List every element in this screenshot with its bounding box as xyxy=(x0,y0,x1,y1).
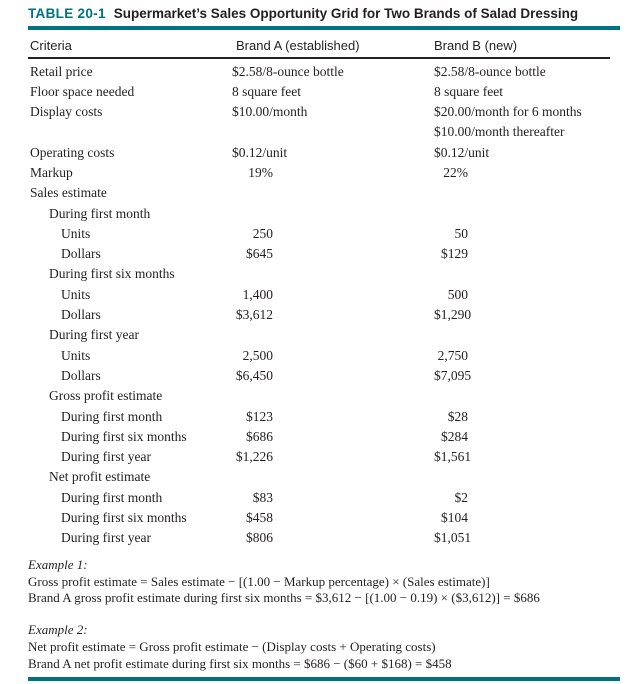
table-row xyxy=(28,82,631,102)
brand-a-value: $0.12/unit xyxy=(232,144,288,160)
brand-b-value: $129 xyxy=(441,246,468,262)
column-header-criteria: Criteria xyxy=(30,38,72,53)
brand-a-value: $3,612 xyxy=(235,307,273,323)
table-row xyxy=(28,528,631,548)
table-row xyxy=(28,62,631,82)
brand-b-value: $104 xyxy=(441,510,468,526)
table-row xyxy=(28,264,631,284)
example-2-calculation: Brand A net profit estimate during first six months = $686 − ($60 + $168) = $458 xyxy=(28,656,452,672)
brand-b-value: $1,051 xyxy=(434,530,472,546)
brand-b-value xyxy=(434,264,620,284)
brand-b-value: $284 xyxy=(441,428,468,444)
brand-a-value xyxy=(232,467,434,487)
brand-b-value: 50 xyxy=(454,225,468,241)
brand-a-value: $83 xyxy=(252,489,273,505)
table-row xyxy=(28,467,631,487)
table-row xyxy=(28,244,631,264)
criteria-label: Retail price xyxy=(30,63,93,79)
criteria-label: Gross profit estimate xyxy=(49,388,163,404)
criteria-label: During first year xyxy=(61,449,151,465)
criteria-label: Display costs xyxy=(30,104,103,120)
criteria-label: Dollars xyxy=(61,367,101,383)
header-rule xyxy=(28,57,610,59)
table-row xyxy=(28,143,631,163)
brand-b-value: 500 xyxy=(447,286,468,302)
table-row xyxy=(28,183,631,203)
table-row xyxy=(28,427,631,447)
column-header-brand-a: Brand A (established) xyxy=(236,38,360,53)
table-row xyxy=(28,346,631,366)
table-row xyxy=(28,102,631,122)
brand-b-value: $1,290 xyxy=(434,307,472,323)
brand-b-value: $0.12/unit xyxy=(434,144,490,160)
brand-a-value: $1,226 xyxy=(235,449,273,465)
example-2-label: Example 2: xyxy=(28,622,88,638)
brand-a-value: 1,400 xyxy=(242,286,273,302)
table-number: TABLE 20-1 xyxy=(28,6,106,21)
criteria-label: During first month xyxy=(61,489,163,505)
brand-b-value: 2,750 xyxy=(437,347,468,363)
criteria-label: During first month xyxy=(61,408,163,424)
brand-b-value: 22% xyxy=(443,164,468,180)
table-header-row xyxy=(28,39,620,53)
brand-b-value xyxy=(434,183,620,203)
brand-a-value xyxy=(232,122,434,142)
criteria-label: Dollars xyxy=(61,307,101,323)
example-1-formula: Gross profit estimate = Sales estimate − [(1.00 − Markup percentage) × (Sales estimate)] xyxy=(28,573,490,589)
table-row xyxy=(28,122,631,142)
example-1-calculation: Brand A gross profit estimate during first six months = $3,612 − [(1.00 − 0.19) × ($3,612)] = $686 xyxy=(28,590,540,606)
table-row xyxy=(28,366,631,386)
table-row xyxy=(28,407,631,427)
brand-b-value xyxy=(434,386,620,406)
table-row xyxy=(28,305,631,325)
brand-b-value xyxy=(434,467,620,487)
brand-a-value: 8 square feet xyxy=(232,83,301,99)
brand-a-value xyxy=(232,204,434,224)
brand-a-value: $645 xyxy=(246,246,273,262)
criteria-label: Markup xyxy=(30,164,73,180)
brand-b-value: $1,561 xyxy=(434,449,472,465)
brand-a-value xyxy=(232,386,434,406)
brand-b-value: $20.00/month for 6 months xyxy=(434,104,582,120)
criteria-label: During first year xyxy=(61,530,151,546)
brand-a-value: 250 xyxy=(252,225,273,241)
brand-b-value: $10.00/month thereafter xyxy=(434,124,565,140)
table-row xyxy=(28,163,631,183)
brand-a-value: $2.58/8-ounce bottle xyxy=(232,63,344,79)
table-title xyxy=(28,6,631,21)
column-header-brand-b: Brand B (new) xyxy=(434,38,518,53)
table-row xyxy=(28,204,631,224)
criteria-label xyxy=(28,122,232,142)
brand-a-value xyxy=(232,183,434,203)
brand-b-value: $2 xyxy=(454,489,468,505)
criteria-label: During first six months xyxy=(49,266,175,282)
criteria-label: During first month xyxy=(49,205,151,221)
criteria-label: During first year xyxy=(49,327,139,343)
brand-b-value: $28 xyxy=(447,408,468,424)
brand-a-value xyxy=(232,264,434,284)
criteria-label: Units xyxy=(61,286,91,302)
criteria-label: Net profit estimate xyxy=(49,469,151,485)
brand-a-value: $458 xyxy=(246,510,273,526)
example-2-formula: Net profit estimate = Gross profit estimate − (Display costs + Operating costs) xyxy=(28,639,436,655)
criteria-label: Floor space needed xyxy=(30,83,135,99)
table-row xyxy=(28,386,631,406)
table-caption: Supermarket’s Sales Opportunity Grid for Two Brands of Salad Dressing xyxy=(113,6,579,21)
criteria-label: Operating costs xyxy=(30,144,115,160)
examples-section xyxy=(28,557,631,673)
criteria-label: Units xyxy=(61,347,91,363)
criteria-label: During first six months xyxy=(61,510,187,526)
example-1-block xyxy=(28,557,631,608)
example-2-block xyxy=(28,622,631,673)
brand-a-value xyxy=(232,325,434,345)
criteria-label: During first six months xyxy=(61,428,187,444)
criteria-label: Sales estimate xyxy=(30,185,107,201)
table-row xyxy=(28,325,631,345)
brand-a-value: $686 xyxy=(246,428,273,444)
criteria-label: Dollars xyxy=(61,246,101,262)
brand-b-value xyxy=(434,325,620,345)
table-row xyxy=(28,224,631,244)
table-row xyxy=(28,508,631,528)
brand-a-value: $806 xyxy=(246,530,273,546)
table-row xyxy=(28,447,631,467)
example-1-label: Example 1: xyxy=(28,556,88,572)
brand-b-value: 8 square feet xyxy=(434,83,503,99)
table-body xyxy=(28,62,631,549)
brand-b-value xyxy=(434,204,620,224)
bottom-rule xyxy=(28,677,620,681)
criteria-label: Units xyxy=(61,225,91,241)
table-row xyxy=(28,488,631,508)
brand-b-value: $7,095 xyxy=(434,367,472,383)
brand-b-value: $2.58/8-ounce bottle xyxy=(434,63,546,79)
brand-a-value: 2,500 xyxy=(242,347,273,363)
brand-a-value: $123 xyxy=(246,408,273,424)
title-rule xyxy=(28,26,620,30)
brand-a-value: 19% xyxy=(248,164,273,180)
brand-a-value: $6,450 xyxy=(235,367,273,383)
brand-a-value: $10.00/month xyxy=(232,104,308,120)
table-row xyxy=(28,285,631,305)
